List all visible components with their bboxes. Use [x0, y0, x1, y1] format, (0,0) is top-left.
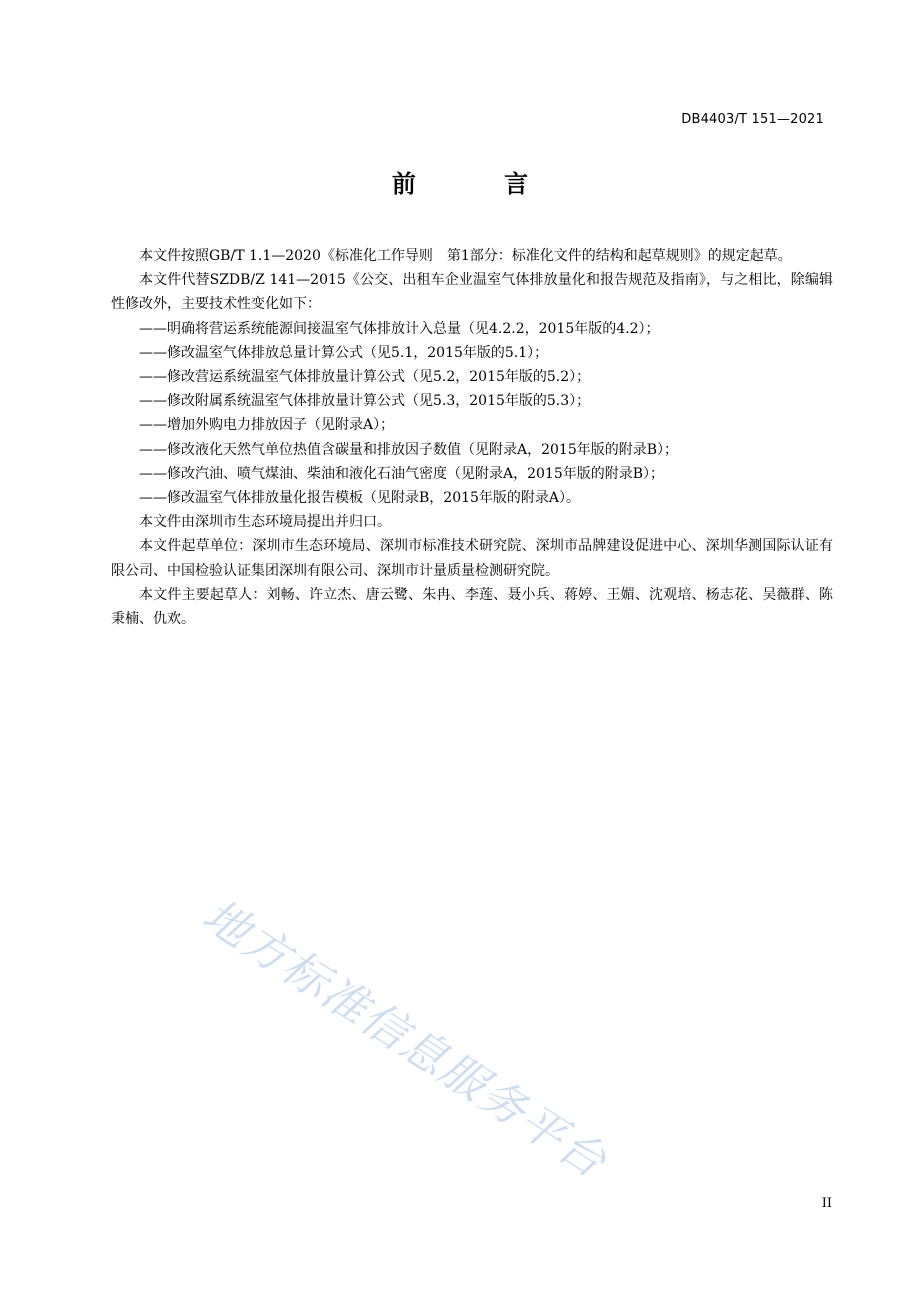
paragraph-drafting-units: 本文件起草单位：深圳市生态环境局、深圳市标准技术研究院、深圳市品牌建设促进中心、深圳华测国际认证有限公司、中国检验认证集团深圳有限公司、深圳市计量质量检测研究院。 — [111, 538, 833, 579]
paragraph-drafters: 本文件主要起草人：刘畅、许立杰、唐云鹭、朱冉、李莲、聂小兵、蒋婷、王媚、沈观培、杨志花、吴薇群、陈秉楠、仇欢。 — [111, 586, 833, 628]
change-item: ——明确将营运系统能源间接温室气体排放计入总量（见4.2.2，2015年版的4.2）； — [139, 320, 660, 337]
paragraph-proposer: 本文件由深圳市生态环境局提出并归口。 — [139, 514, 391, 531]
change-item: ——修改附属系统温室气体排放量计算公式（见5.3，2015年版的5.3）； — [139, 393, 591, 410]
paragraph-replacement: 本文件代替SZDB/Z 141—2015《公交、出租车企业温室气体排放量化和报告规范及指南》，与之相比，除编辑性修改外，主要技术性变化如下： — [111, 272, 833, 313]
change-item: ——修改温室气体排放量化报告模板（见附录B，2015年版的附录A）。 — [139, 490, 581, 507]
paragraph-drafting-rule: 本文件按照GB/T 1.1—2020《标准化工作导则 第1部分：标准化文件的结构和起草规则》的规定起草。 — [139, 248, 792, 264]
change-item: ——修改营运系统温室气体排放量计算公式（见5.2，2015年版的5.2）； — [139, 369, 591, 386]
change-item: ——修改温室气体排放总量计算公式（见5.1，2015年版的5.1）； — [139, 344, 549, 361]
change-item: ——修改汽油、喷气煤油、柴油和液化石油气密度（见附录A，2015年版的附录B）； — [139, 465, 665, 482]
page-title: 前 言 — [391, 170, 569, 198]
watermark: 地方标准信息服务平台 — [193, 888, 617, 1189]
change-item: ——增加外购电力排放因子（见附录A）； — [139, 417, 395, 434]
foreword-body — [111, 244, 833, 631]
document-code: DB4403/T 151—2021 — [681, 112, 824, 127]
change-item: ——修改液化天然气单位热值含碳量和排放因子数值（见附录A，2015年版的附录B）； — [139, 441, 679, 458]
page-number: II — [821, 1196, 832, 1211]
